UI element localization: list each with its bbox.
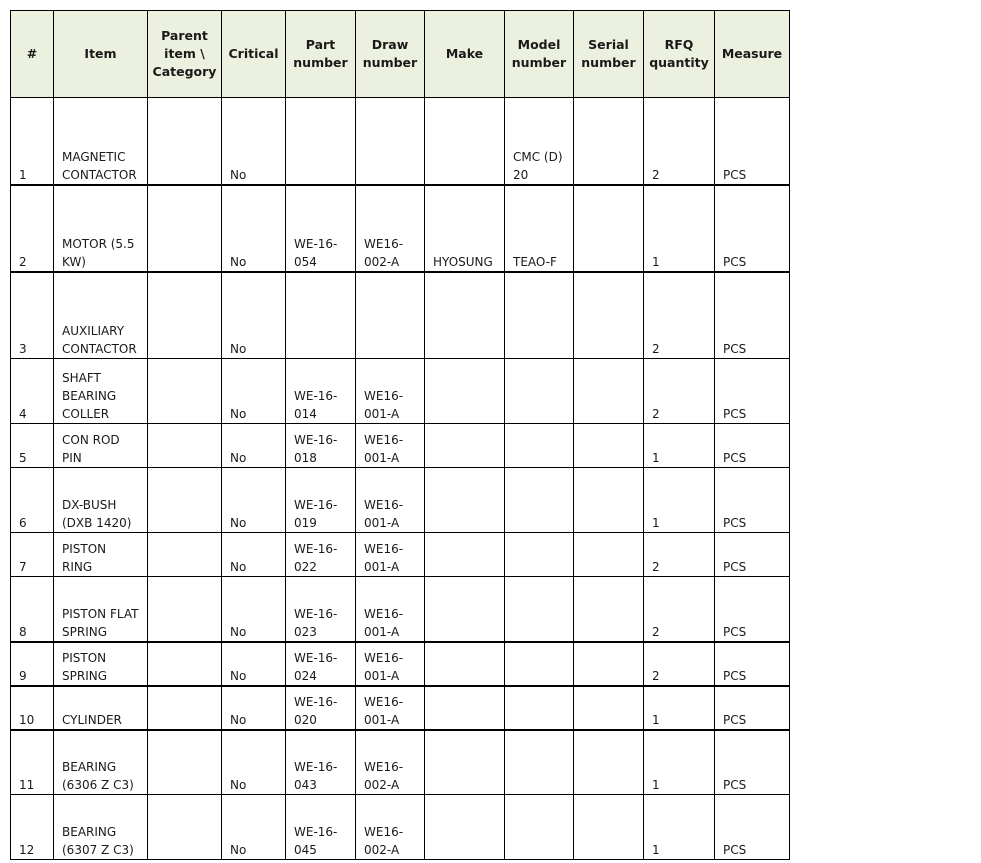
cell-rfq-text: 1 — [652, 254, 660, 269]
cell-model — [505, 359, 574, 424]
cell-draw — [356, 642, 425, 686]
cell-model — [505, 185, 574, 272]
cell-part — [286, 424, 356, 468]
cell-rfq — [644, 577, 715, 642]
cell-critical — [222, 730, 286, 795]
cell-item — [54, 185, 148, 272]
cell-make — [425, 533, 505, 577]
table-row — [11, 272, 790, 359]
cell-parent — [148, 424, 222, 468]
cell-num-text: 11 — [19, 778, 35, 792]
cell-parent — [148, 730, 222, 795]
cell-make — [425, 424, 505, 468]
col-header-make — [425, 11, 505, 98]
cell-num-text: 8 — [19, 624, 27, 639]
cell-parent — [148, 795, 222, 860]
cell-item — [54, 795, 148, 860]
cell-rfq-text: 2 — [652, 342, 660, 356]
cell-critical-text: No — [230, 516, 247, 530]
cell-rfq-text: 2 — [652, 167, 660, 182]
cell-make — [425, 795, 505, 860]
cell-make — [425, 98, 505, 185]
cell-rfq-text: 2 — [652, 624, 660, 639]
cell-serial — [574, 424, 644, 468]
cell-num — [11, 424, 54, 468]
cell-num-text: 12 — [19, 843, 35, 857]
cell-item-text: PISTON FLAT SPRING — [62, 606, 139, 639]
table-row — [11, 577, 790, 642]
cell-measure-text: PCS — [723, 560, 747, 574]
cell-measure — [715, 185, 790, 272]
cell-parent — [148, 98, 222, 185]
cell-part-text: WE-16- 018 — [294, 433, 338, 465]
cell-draw — [356, 730, 425, 795]
cell-num — [11, 730, 54, 795]
cell-item-text: DX-BUSH (DXB 1420) — [62, 498, 132, 530]
cell-rfq — [644, 533, 715, 577]
cell-model — [505, 686, 574, 730]
cell-item-text: SHAFT BEARING COLLER — [62, 371, 117, 421]
cell-draw-text: WE16- 001-A — [364, 606, 404, 639]
col-header-parent — [148, 11, 222, 98]
cell-draw-text: WE16- 001-A — [364, 433, 404, 465]
cell-part — [286, 686, 356, 730]
cell-make — [425, 185, 505, 272]
cell-serial — [574, 272, 644, 359]
cell-parent — [148, 533, 222, 577]
cell-critical-text: No — [230, 167, 247, 182]
cell-draw-text: WE16- 001-A — [364, 694, 404, 727]
cell-measure — [715, 468, 790, 533]
cell-num — [11, 98, 54, 185]
cell-item-text: BEARING (6307 Z C3) — [62, 825, 134, 857]
cell-critical-text: No — [230, 712, 247, 727]
cell-item — [54, 533, 148, 577]
cell-rfq-text: 1 — [652, 843, 660, 857]
table-row — [11, 98, 790, 185]
cell-rfq-text: 1 — [652, 712, 660, 727]
cell-num-text: 9 — [19, 668, 27, 683]
cell-part — [286, 359, 356, 424]
cell-part-text: WE-16- 020 — [294, 694, 338, 727]
cell-model — [505, 272, 574, 359]
cell-make — [425, 730, 505, 795]
cell-num — [11, 359, 54, 424]
cell-draw — [356, 686, 425, 730]
cell-measure-text: PCS — [723, 778, 747, 792]
cell-draw-text: WE16- 001-A — [364, 498, 404, 530]
cell-model — [505, 642, 574, 686]
cell-measure — [715, 577, 790, 642]
cell-draw-text: WE16- 002-A — [364, 760, 404, 792]
cell-part — [286, 730, 356, 795]
cell-item — [54, 730, 148, 795]
cell-parent — [148, 686, 222, 730]
cell-measure-text: PCS — [723, 712, 747, 727]
cell-item — [54, 468, 148, 533]
cell-critical — [222, 185, 286, 272]
cell-measure — [715, 642, 790, 686]
cell-serial — [574, 468, 644, 533]
col-header-serial-label: Serial number — [581, 37, 636, 70]
cell-rfq — [644, 468, 715, 533]
table-row — [11, 642, 790, 686]
cell-num — [11, 577, 54, 642]
cell-part — [286, 468, 356, 533]
cell-serial — [574, 795, 644, 860]
col-header-critical — [222, 11, 286, 98]
cell-critical — [222, 686, 286, 730]
col-header-number-label: # — [26, 46, 38, 61]
cell-part-text: WE-16- 014 — [294, 389, 338, 421]
cell-serial — [574, 359, 644, 424]
cell-measure-text: PCS — [723, 342, 747, 356]
cell-num-text: 6 — [19, 516, 27, 530]
rfq-items-table — [10, 10, 790, 860]
cell-critical-text: No — [230, 560, 247, 574]
table-row — [11, 686, 790, 730]
header-row — [11, 11, 790, 98]
col-header-parent-label: Parent item \ Category — [152, 28, 217, 79]
cell-make — [425, 642, 505, 686]
col-header-serial — [574, 11, 644, 98]
cell-parent — [148, 185, 222, 272]
table-row — [11, 730, 790, 795]
cell-part — [286, 98, 356, 185]
table-row — [11, 533, 790, 577]
table-row — [11, 795, 790, 860]
cell-part — [286, 533, 356, 577]
cell-rfq — [644, 424, 715, 468]
cell-serial — [574, 686, 644, 730]
cell-draw-text: WE16- 002-A — [364, 825, 404, 857]
cell-item-text: CYLINDER — [62, 712, 122, 727]
cell-part-text: WE-16- 023 — [294, 606, 338, 639]
cell-item-text: PISTON SPRING — [62, 650, 108, 683]
col-header-measure-label: Measure — [721, 46, 783, 61]
cell-parent — [148, 468, 222, 533]
col-header-make-label: Make — [445, 46, 484, 61]
cell-rfq-text: 1 — [652, 451, 660, 465]
cell-critical — [222, 533, 286, 577]
cell-serial — [574, 642, 644, 686]
cell-part — [286, 795, 356, 860]
cell-measure — [715, 98, 790, 185]
col-header-draw-label: Draw number — [362, 37, 418, 70]
cell-num — [11, 185, 54, 272]
cell-model — [505, 730, 574, 795]
cell-num-text: 1 — [19, 167, 27, 182]
cell-make — [425, 468, 505, 533]
cell-item-text: BEARING (6306 Z C3) — [62, 760, 134, 792]
col-header-part — [286, 11, 356, 98]
cell-model — [505, 424, 574, 468]
col-header-rfq — [644, 11, 715, 98]
cell-critical-text: No — [230, 407, 247, 421]
cell-draw — [356, 98, 425, 185]
cell-measure-text: PCS — [723, 843, 747, 857]
cell-part-text: WE-16- 054 — [294, 236, 338, 269]
cell-num-text: 2 — [19, 254, 27, 269]
cell-part — [286, 642, 356, 686]
cell-item — [54, 98, 148, 185]
cell-rfq-text: 1 — [652, 778, 660, 792]
cell-make-text: HYOSUNG — [433, 254, 493, 269]
cell-serial — [574, 577, 644, 642]
cell-critical — [222, 424, 286, 468]
cell-part-text: WE-16- 024 — [294, 650, 338, 683]
cell-draw — [356, 424, 425, 468]
cell-rfq — [644, 185, 715, 272]
cell-item — [54, 577, 148, 642]
cell-model-text: TEAO-F — [513, 254, 557, 269]
cell-measure-text: PCS — [723, 254, 747, 269]
cell-part — [286, 272, 356, 359]
table-body — [11, 98, 790, 860]
cell-part — [286, 577, 356, 642]
cell-part-text: WE-16- 045 — [294, 825, 338, 857]
cell-measure-text: PCS — [723, 451, 747, 465]
cell-model — [505, 795, 574, 860]
cell-critical-text: No — [230, 668, 247, 683]
cell-critical-text: No — [230, 778, 247, 792]
cell-measure-text: PCS — [723, 167, 747, 182]
cell-rfq — [644, 795, 715, 860]
cell-draw — [356, 185, 425, 272]
cell-num — [11, 795, 54, 860]
cell-item — [54, 642, 148, 686]
cell-model — [505, 468, 574, 533]
cell-rfq-text: 2 — [652, 668, 660, 683]
cell-part-text: WE-16- 022 — [294, 542, 338, 574]
col-header-model — [505, 11, 574, 98]
cell-item-text: AUXILIARY CONTACTOR — [62, 324, 137, 356]
cell-critical — [222, 468, 286, 533]
cell-critical-text: No — [230, 254, 247, 269]
cell-draw — [356, 577, 425, 642]
cell-rfq — [644, 272, 715, 359]
cell-measure — [715, 424, 790, 468]
cell-item-text: CON ROD PIN — [62, 433, 120, 465]
cell-draw-text: WE16- 001-A — [364, 542, 404, 574]
cell-critical — [222, 98, 286, 185]
cell-measure — [715, 730, 790, 795]
cell-serial — [574, 185, 644, 272]
cell-serial — [574, 730, 644, 795]
cell-model-text: CMC (D) 20 — [513, 149, 563, 182]
cell-draw-text: WE16- 002-A — [364, 236, 404, 269]
cell-part-text: WE-16- 043 — [294, 760, 338, 792]
cell-critical — [222, 795, 286, 860]
cell-model — [505, 98, 574, 185]
cell-critical — [222, 577, 286, 642]
cell-num-text: 3 — [19, 342, 27, 356]
cell-critical-text: No — [230, 843, 247, 857]
cell-part-text: WE-16- 019 — [294, 498, 338, 530]
cell-critical — [222, 359, 286, 424]
cell-measure-text: PCS — [723, 668, 747, 683]
cell-serial — [574, 98, 644, 185]
cell-num-text: 7 — [19, 560, 27, 574]
cell-critical — [222, 272, 286, 359]
cell-item — [54, 359, 148, 424]
cell-model — [505, 577, 574, 642]
cell-rfq — [644, 686, 715, 730]
cell-draw — [356, 359, 425, 424]
cell-rfq-text: 1 — [652, 516, 660, 530]
cell-draw — [356, 272, 425, 359]
cell-measure — [715, 686, 790, 730]
cell-num — [11, 686, 54, 730]
cell-item — [54, 272, 148, 359]
col-header-item — [54, 11, 148, 98]
cell-measure-text: PCS — [723, 407, 747, 421]
col-header-rfq-label: RFQ quantity — [649, 37, 709, 70]
cell-measure — [715, 533, 790, 577]
cell-rfq — [644, 642, 715, 686]
cell-measure-text: PCS — [723, 624, 747, 639]
cell-critical-text: No — [230, 624, 247, 639]
cell-draw-text: WE16- 001-A — [364, 389, 404, 421]
cell-num — [11, 533, 54, 577]
cell-num — [11, 272, 54, 359]
cell-parent — [148, 642, 222, 686]
col-header-critical-label: Critical — [228, 46, 279, 61]
cell-make — [425, 272, 505, 359]
cell-item-text: PISTON RING — [62, 542, 107, 574]
cell-critical-text: No — [230, 451, 247, 465]
cell-draw-text: WE16- 001-A — [364, 650, 404, 683]
cell-num-text: 4 — [19, 407, 27, 421]
cell-item — [54, 424, 148, 468]
table-row — [11, 468, 790, 533]
cell-model — [505, 533, 574, 577]
table-row — [11, 359, 790, 424]
cell-parent — [148, 577, 222, 642]
table-row — [11, 424, 790, 468]
cell-item-text: MOTOR (5.5 KW) — [62, 236, 135, 269]
cell-draw — [356, 468, 425, 533]
cell-rfq — [644, 730, 715, 795]
cell-critical — [222, 642, 286, 686]
cell-measure — [715, 272, 790, 359]
cell-measure — [715, 359, 790, 424]
cell-critical-text: No — [230, 342, 247, 356]
col-header-item-label: Item — [84, 46, 117, 61]
cell-parent — [148, 359, 222, 424]
cell-item-text: MAGNETIC CONTACTOR — [62, 149, 137, 182]
cell-measure — [715, 795, 790, 860]
cell-make — [425, 686, 505, 730]
cell-parent — [148, 272, 222, 359]
cell-make — [425, 359, 505, 424]
cell-rfq — [644, 359, 715, 424]
cell-num-text: 10 — [19, 712, 35, 727]
col-header-part-label: Part number — [293, 37, 348, 70]
cell-rfq-text: 2 — [652, 407, 660, 421]
cell-part — [286, 185, 356, 272]
cell-serial — [574, 533, 644, 577]
table-row — [11, 185, 790, 272]
col-header-model-label: Model number — [511, 37, 567, 70]
cell-make — [425, 577, 505, 642]
cell-rfq-text: 2 — [652, 560, 660, 574]
cell-item — [54, 686, 148, 730]
cell-num-text: 5 — [19, 451, 27, 465]
cell-num — [11, 468, 54, 533]
col-header-number — [11, 11, 54, 98]
cell-draw — [356, 533, 425, 577]
col-header-measure — [715, 11, 790, 98]
cell-measure-text: PCS — [723, 516, 747, 530]
col-header-draw — [356, 11, 425, 98]
cell-draw — [356, 795, 425, 860]
cell-rfq — [644, 98, 715, 185]
cell-num — [11, 642, 54, 686]
